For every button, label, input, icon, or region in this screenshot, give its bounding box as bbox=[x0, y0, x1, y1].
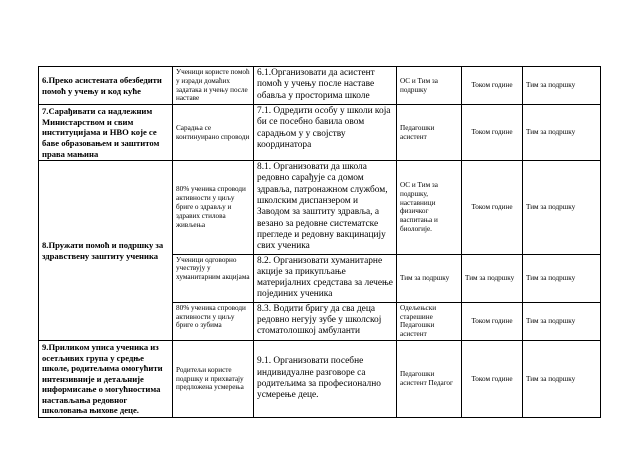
responsible-cell: Тим за подршку bbox=[397, 254, 462, 302]
table-row bbox=[39, 105, 601, 161]
responsible-cell: Одељењски старешине Педагошки асистент bbox=[397, 302, 462, 340]
time-cell: Током године bbox=[462, 302, 523, 340]
participants-cell: Родитељи користе подршку и прихватају предложена усмерења bbox=[173, 340, 254, 417]
responsible-cell: ОС и Тим за подршку, наставници физичког васпитања и биологије. bbox=[397, 161, 462, 254]
table-row bbox=[39, 161, 601, 254]
responsible-cell: ОС и Тим за подршку bbox=[397, 67, 462, 105]
participants-cell: Сарадња се континуирано спроводи bbox=[173, 105, 254, 161]
team-cell: Тим за подршку bbox=[523, 105, 601, 161]
activity-cell: 6.1.Организовати да асистент помоћ у учењу после наставе обавља у просторима школе bbox=[254, 67, 397, 105]
activity-cell: 7.1. Одредити особу у школи која би се посебно бавила овом сарадњом у у својству координатора bbox=[254, 105, 397, 161]
team-cell: Тим за подршку bbox=[523, 340, 601, 417]
team-cell: Тим за подршку bbox=[523, 67, 601, 105]
time-cell: Током године bbox=[462, 67, 523, 105]
activity-cell: 9.1. Организовати посебне индивидуалне разговоре са родитељима за професионално усмерење деце. bbox=[254, 340, 397, 417]
participants-cell: Ученици користе помоћ у изради домаћих задатака и учењу после наставе bbox=[173, 67, 254, 105]
team-cell: Тим за подршку bbox=[523, 302, 601, 340]
time-cell: Током године bbox=[462, 161, 523, 254]
team-cell: Тим за подршку bbox=[523, 254, 601, 302]
participants-cell: 80% ученика спроводи активности у циљу бриге о здрављу и здравих стилова живљења bbox=[173, 161, 254, 254]
responsible-cell: Педагошки асистент Педагог bbox=[397, 340, 462, 417]
goal-cell: 9.Приликом уписа ученика из осетљивих група у средње школе, родитељима омогућити интензивније и детаљније информисање о могућностима настављања редовног школовања њихове деце. bbox=[39, 340, 173, 417]
time-cell: Тим за подршку bbox=[462, 254, 523, 302]
time-cell: Током године bbox=[462, 340, 523, 417]
activity-cell: 8.2. Организовати хуманитарне акције за прикупљање материјалних средстава за лечење појединих ученика bbox=[254, 254, 397, 302]
table-row bbox=[39, 340, 601, 417]
time-cell: Током године bbox=[462, 105, 523, 161]
activity-cell: 8.1. Организовати да школа редовно сарађује са домом здравља, патронажном службом, школским диспанзером и Заводом за заштиту здравља, а везано за редовне систематске прегледе и редовну вакцинацију свих ученика bbox=[254, 161, 397, 254]
responsible-cell: Педагошки асистент bbox=[397, 105, 462, 161]
goal-cell: 7.Сарађивати са надлежним Министарством и свим институцијама и НВО које се баве образовањем и заштитом права мањина bbox=[39, 105, 173, 161]
action-plan-table bbox=[38, 66, 601, 418]
participants-cell: Ученици одговорно учествују у хуманитарним акцијама bbox=[173, 254, 254, 302]
team-cell: Тим за подршку bbox=[523, 161, 601, 254]
goal-cell: 8.Пружати помоћ и подршку за здравствену заштиту ученика bbox=[39, 161, 173, 341]
participants-cell: 80% ученика спроводи активности у циљу бриге о зубима bbox=[173, 302, 254, 340]
goal-cell: 6.Преко асистената обезбедити помоћ у учењу и код куће bbox=[39, 67, 173, 105]
activity-cell: 8.3. Водити бригу да сва деца редовно негују зубе у школској стоматолошкој амбуланти bbox=[254, 302, 397, 340]
table-row bbox=[39, 67, 601, 105]
